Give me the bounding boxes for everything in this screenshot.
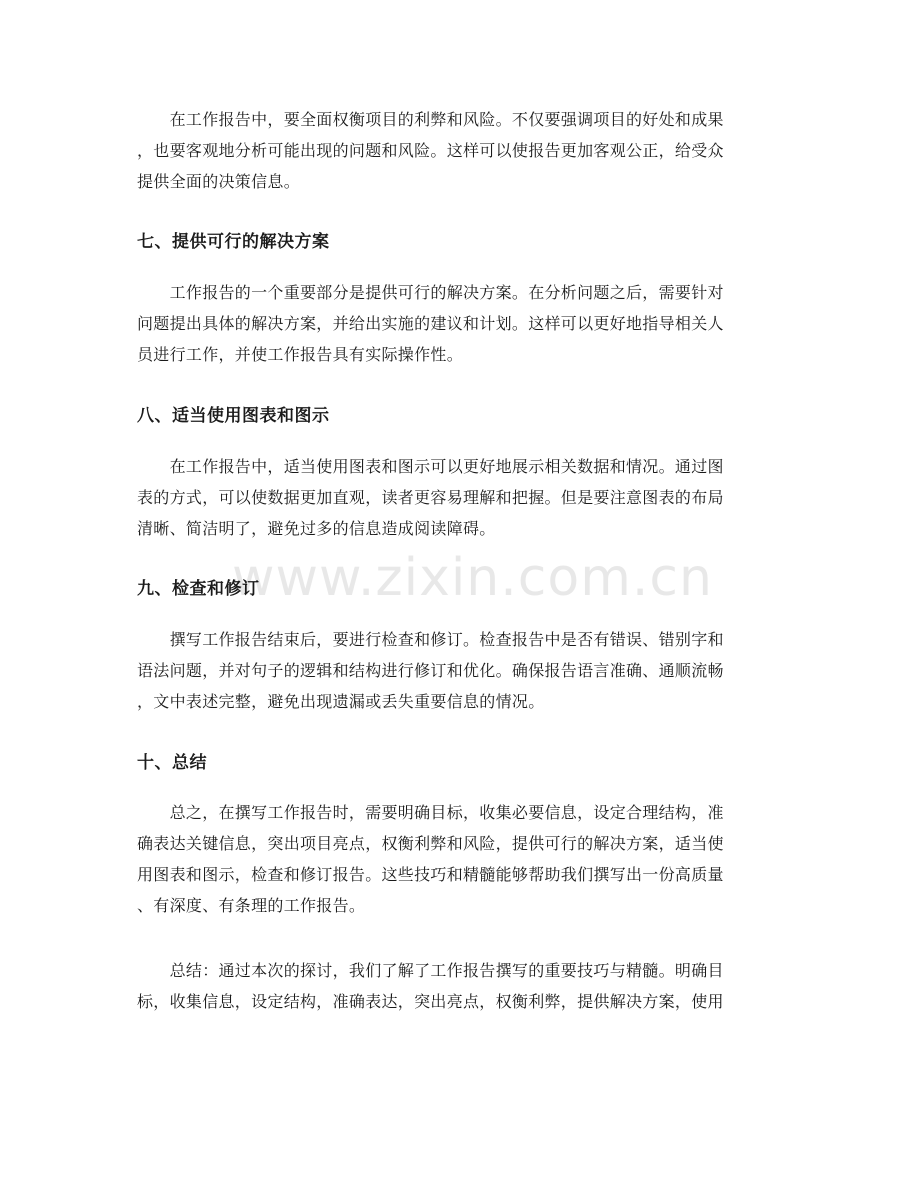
paragraph-section-8: [137, 451, 787, 544]
text-line: 表的方式，可以使数据更加直观，读者更容易理解和把握。但是要注意图表的布局: [137, 488, 724, 507]
text-line: 在工作报告中，要全面权衡项目的利弊和风险。不仅要强调项目的好处和成果: [137, 110, 724, 129]
text-line: 、有深度、有条理的工作报告。: [137, 896, 366, 915]
watermark: www.zixin.com.cn: [232, 548, 713, 608]
heading-section-9: 九、检查和修订: [137, 579, 260, 599]
text-line: 提供全面的决策信息。: [137, 172, 301, 191]
paragraph-section-9: [137, 624, 787, 717]
paragraph-section-7: [137, 277, 787, 370]
text-line: 在工作报告中，适当使用图表和图示可以更好地展示相关数据和情况。通过图: [137, 457, 724, 476]
text-line: ，文中表述完整，避免出现遗漏或丢失重要信息的情况。: [137, 692, 545, 711]
text-line: 语法问题，并对句子的逻辑和结构进行修订和优化。确保报告语言准确、通顺流畅: [137, 661, 724, 680]
heading-section-10: 十、总结: [137, 753, 207, 773]
text-line: 清晰、简洁明了，避免过多的信息造成阅读障碍。: [137, 519, 496, 538]
text-line: 用图表和图示，检查和修订报告。这些技巧和精髓能够帮助我们撰写出一份高质量: [137, 865, 724, 884]
text-line: 撰写工作报告结束后，要进行检查和修订。检查报告中是否有错误、错别字和: [137, 630, 724, 649]
text-line: 员进行工作，并使工作报告具有实际操作性。: [137, 345, 464, 364]
heading-section-7: 七、提供可行的解决方案: [137, 232, 330, 252]
text-line: 总结：通过本次的探讨，我们了解了工作报告撰写的重要技巧与精髓。明确目: [137, 961, 724, 980]
text-line: 总之，在撰写工作报告时，需要明确目标，收集必要信息，设定合理结构，准: [137, 803, 724, 822]
text-line: ，也要客观地分析可能出现的问题和风险。这样可以使报告更加客观公正，给受众: [137, 141, 724, 160]
text-line: 确表达关键信息，突出项目亮点，权衡利弊和风险，提供可行的解决方案，适当使: [137, 834, 724, 853]
text-line: 问题提出具体的解决方案，并给出实施的建议和计划。这样可以更好地指导相关人: [137, 314, 724, 333]
paragraph-summary: [137, 955, 787, 1017]
text-line: 标，收集信息，设定结构，准确表达，突出亮点，权衡利弊，提供解决方案，使用: [137, 992, 724, 1011]
paragraph-section-10: [137, 797, 787, 921]
paragraph-risk-balance: [137, 104, 787, 197]
text-line: 工作报告的一个重要部分是提供可行的解决方案。在分析问题之后，需要针对: [137, 283, 724, 302]
heading-section-8: 八、适当使用图表和图示: [137, 406, 330, 426]
